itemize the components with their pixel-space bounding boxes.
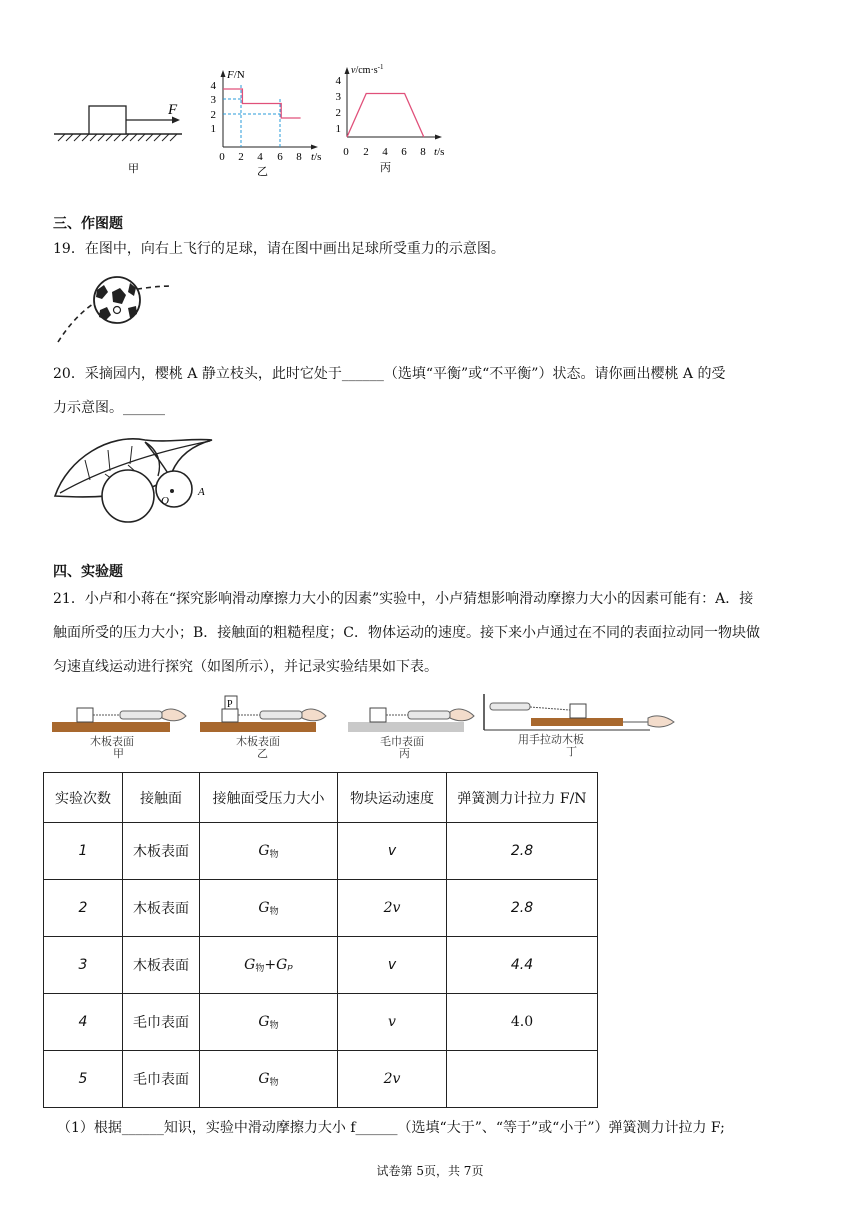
jia-label: 甲: [128, 163, 139, 175]
section-3-title: 三、作图题: [53, 216, 123, 232]
svg-text:3: 3: [335, 91, 341, 103]
svg-text:1: 1: [210, 123, 216, 135]
question-20-line1: 20．采摘园内，樱桃 A 静立枝头，此时它处于______（选填“平衡”或“不平衡”）状态。请你画出樱桃 A 的受: [53, 366, 726, 382]
svg-text:毛巾表面: 毛巾表面: [380, 736, 424, 748]
yi-xlabel: t/s: [311, 151, 322, 163]
series-line: [347, 94, 424, 138]
svg-text:2: 2: [363, 146, 369, 158]
svg-text:A: A: [198, 486, 205, 498]
svg-text:3: 3: [210, 94, 216, 106]
svg-text:6: 6: [401, 146, 407, 158]
svg-text:4: 4: [257, 151, 263, 163]
page-footer: 试卷第 5页，共 7页: [376, 1164, 484, 1178]
ground-hatching: [58, 134, 177, 141]
figure-18: [0, 0, 860, 200]
cherry-figure: [50, 428, 230, 528]
header-trial: 实验次数: [44, 773, 123, 823]
svg-text:2: 2: [335, 107, 341, 119]
setup-bing: [348, 708, 474, 760]
header-force: 弹簧测力计拉力 F/N: [447, 773, 598, 823]
question-21-part1: （1）根据______知识，实验中滑动摩擦力大小 f______（选填“大于”、“等于”或“小于”）弹簧测力计拉力 F;: [57, 1120, 725, 1136]
experiment-figures: [50, 690, 690, 762]
svg-text:0: 0: [219, 151, 225, 163]
svg-text:0: 0: [343, 146, 349, 158]
yi-label: 乙: [257, 166, 268, 178]
table-row: 5 毛巾表面 $G_物$ 2v: [44, 1051, 598, 1108]
question-21-line2: 触面所受的压力大小；B．接触面的粗糙程度；C．物体运动的速度。接下来小卢通过在不同的表面拉动同一物块做: [53, 625, 760, 641]
svg-text:4: 4: [210, 80, 216, 92]
cherry-left: [102, 470, 154, 522]
header-pressure: 接触面受压力大小: [200, 773, 338, 823]
bing-label: 丙: [380, 162, 391, 174]
table-row: 1 木板表面 $G_物$ v 2.8: [44, 823, 598, 880]
svg-text:甲: 甲: [113, 748, 124, 760]
svg-text:O: O: [161, 495, 169, 507]
table-row: 3 木板表面 $G_物+G_p$ v 4.4: [44, 937, 598, 994]
svg-text:P: P: [227, 699, 233, 710]
block: [89, 106, 126, 134]
question-21-line1: 21．小卢和小蒋在“探究影响滑动摩擦力大小的因素”实验中，小卢猜想影响滑动摩擦力大小的因素可能有：A．接: [53, 591, 754, 607]
table-header-row: [44, 773, 598, 823]
svg-text:1: 1: [335, 123, 341, 135]
svg-text:乙: 乙: [257, 748, 268, 760]
fig-yi: [211, 69, 322, 178]
question-19: 19．在图中，向右上飞行的足球，请在图中画出足球所受重力的示意图。: [53, 241, 505, 257]
svg-text:木板表面: 木板表面: [236, 736, 280, 748]
yi-ylabel: F/N: [227, 69, 245, 81]
svg-text:4: 4: [335, 75, 341, 87]
football-icon: [94, 277, 140, 323]
point-o: [170, 489, 174, 493]
setup-jia: [52, 708, 186, 760]
svg-text:2: 2: [238, 151, 244, 163]
section-4-title: 四、实验题: [53, 564, 123, 580]
table-row: 2 木板表面 $G_物$ 2v 2.8: [44, 880, 598, 937]
svg-text:4: 4: [382, 146, 388, 158]
table-row: 4 毛巾表面 $G_物$ v 4.0: [44, 994, 598, 1051]
bing-xlabel: t/s: [434, 146, 445, 158]
svg-text:8: 8: [420, 146, 426, 158]
question-21-line3: 匀速直线运动进行探究（如图所示），并记录实验结果如下表。: [53, 659, 438, 675]
force-label: F: [168, 102, 178, 118]
svg-text:丁: 丁: [566, 746, 577, 758]
question-20-line2: 力示意图。______: [53, 400, 165, 416]
svg-text:用手拉动木板: 用手拉动木板: [518, 734, 584, 746]
svg-text:6: 6: [277, 151, 283, 163]
svg-text:2: 2: [210, 109, 216, 121]
header-speed: 物块运动速度: [338, 773, 447, 823]
football-figure: [50, 270, 190, 350]
bing-data-line: [347, 94, 424, 138]
svg-text:木板表面: 木板表面: [90, 736, 134, 748]
header-surface: 接触面: [123, 773, 200, 823]
fig-bing: [336, 63, 445, 174]
setup-yi: [200, 696, 326, 760]
fig-jia: [54, 102, 182, 175]
bing-ylabel: $v/cm\cdot s^{-1}$: [351, 63, 384, 76]
results-table: [43, 772, 598, 1108]
setup-ding: [484, 694, 674, 758]
svg-text:8: 8: [296, 151, 302, 163]
svg-text:丙: 丙: [399, 748, 410, 760]
